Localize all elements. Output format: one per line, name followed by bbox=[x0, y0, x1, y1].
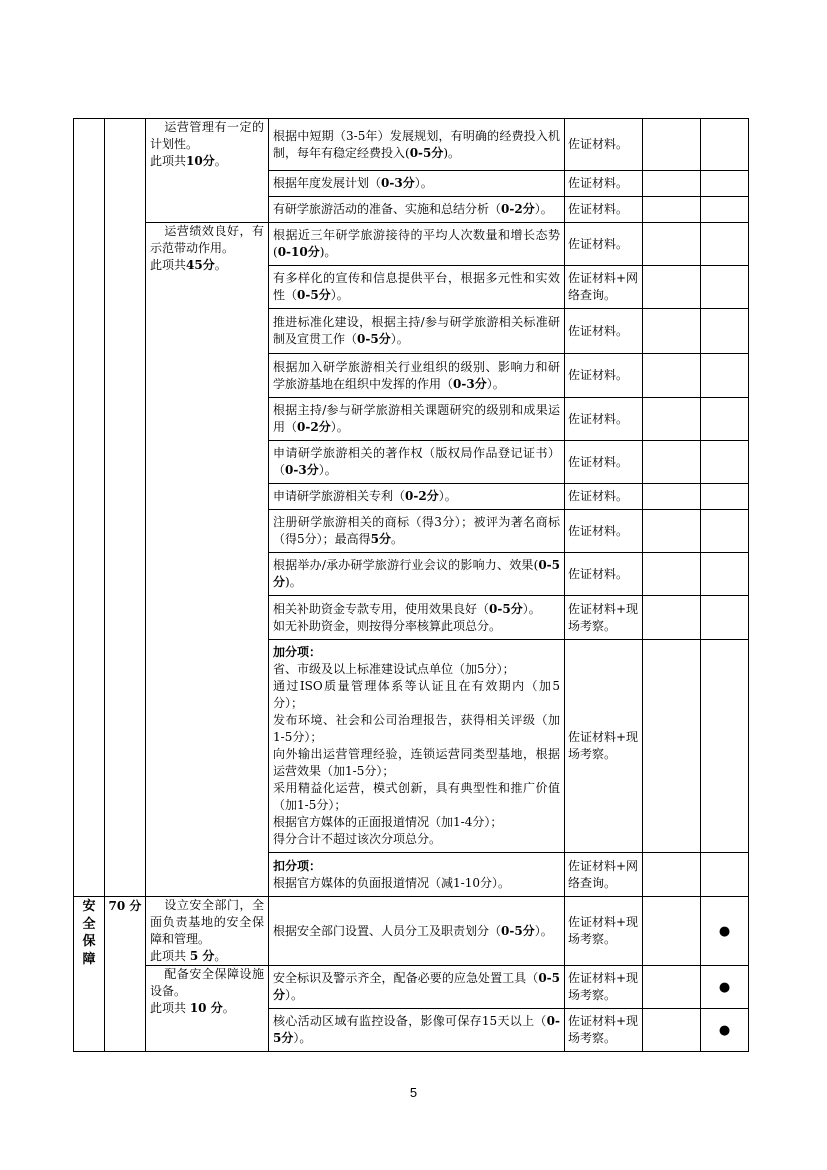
detail-paragraph bbox=[273, 314, 560, 348]
bold-text-segment: 0-2分 bbox=[297, 420, 331, 434]
criterion-subtotal bbox=[150, 257, 264, 274]
detail-paragraph bbox=[273, 488, 560, 505]
text-segment: ）。 bbox=[318, 463, 337, 477]
bold-text-segment: 0-5分 bbox=[297, 288, 331, 302]
detail-cell bbox=[269, 398, 565, 441]
detail-paragraph bbox=[273, 875, 560, 892]
bold-text-segment: 加分项： bbox=[273, 645, 322, 659]
text-segment: 运营绩效良好，有示范带动作用。 bbox=[150, 224, 264, 255]
text-segment: ）。 bbox=[285, 988, 304, 1002]
blank-cell bbox=[643, 119, 701, 171]
text-segment: ）。 bbox=[330, 420, 349, 434]
blank-cell bbox=[643, 1009, 701, 1052]
evidence-cell: 佐证材料。 bbox=[565, 484, 643, 510]
bold-text-segment: 0-3分 bbox=[381, 176, 415, 190]
text-segment: 根据加入研学旅游相关行业组织的级别、影响力和研学旅游基地在组织中发挥的作用（ bbox=[273, 359, 560, 391]
evidence-cell: 佐证材料+网络查询。 bbox=[565, 853, 643, 897]
evidence-cell: 佐证材料。 bbox=[565, 354, 643, 398]
table-row bbox=[74, 897, 749, 966]
criterion-description bbox=[150, 897, 264, 948]
mark-cell bbox=[701, 171, 749, 197]
text-segment: ）。 bbox=[293, 1031, 312, 1045]
bullet-mark: ● bbox=[718, 979, 731, 995]
text-segment: 安全标识及警示齐全，配备必要的应急处置工具（ bbox=[273, 971, 539, 985]
bold-text-segment: 0-10分 bbox=[277, 245, 320, 259]
blank-cell bbox=[643, 853, 701, 897]
text-segment: 相关补助资金专款专用，使用效果良好（ bbox=[273, 601, 490, 616]
section-score-cell bbox=[105, 119, 146, 897]
evidence-cell: 佐证材料。 bbox=[565, 171, 643, 197]
bold-text-segment: 0-5分 bbox=[501, 923, 535, 938]
mark-cell bbox=[701, 596, 749, 640]
detail-paragraph bbox=[273, 780, 560, 814]
criterion-subtotal bbox=[150, 153, 264, 170]
text-segment: 根据举办/承办研学旅游行业会议的影响力、效果( bbox=[273, 558, 539, 572]
detail-paragraph bbox=[273, 557, 560, 591]
text-segment: ）。 bbox=[414, 176, 433, 190]
bold-text-segment: 0-5分 bbox=[409, 145, 444, 160]
bullet-mark: ● bbox=[718, 1022, 731, 1038]
bold-text-segment: 0-5分 bbox=[273, 1014, 560, 1045]
criterion-subtotal bbox=[150, 948, 264, 965]
mark-cell bbox=[701, 853, 749, 897]
detail-cell bbox=[269, 897, 565, 966]
detail-paragraph bbox=[273, 814, 560, 831]
blank-cell bbox=[643, 553, 701, 596]
text-segment: 。 bbox=[214, 154, 227, 168]
detail-paragraph bbox=[273, 858, 560, 875]
detail-paragraph bbox=[273, 359, 560, 393]
evidence-cell: 佐证材料。 bbox=[565, 553, 643, 596]
mark-cell bbox=[701, 197, 749, 223]
mark-cell bbox=[701, 223, 749, 266]
text-segment: )。 bbox=[319, 245, 337, 259]
blank-cell bbox=[643, 640, 701, 853]
text-segment: 有研学旅游活动的准备、实施和总结分析（ bbox=[273, 202, 502, 216]
bullet-mark: ● bbox=[718, 923, 731, 939]
text-segment: ）。 bbox=[522, 601, 541, 616]
bold-text-segment: 10 分 bbox=[189, 1001, 223, 1015]
text-segment: 根据主持/参与研学旅游相关课题研究的级别和成果运用（ bbox=[273, 403, 560, 434]
detail-paragraph bbox=[273, 678, 560, 712]
blank-cell bbox=[643, 171, 701, 197]
blank-cell bbox=[643, 441, 701, 484]
text-segment: 如无补助资金，则按得分率核算此项总分。 bbox=[273, 618, 502, 633]
blank-cell bbox=[643, 398, 701, 441]
detail-cell bbox=[269, 197, 565, 223]
table-row bbox=[74, 223, 749, 266]
text-segment: 申请研学旅游相关专利（ bbox=[273, 489, 406, 503]
detail-cell bbox=[269, 640, 565, 853]
detail-paragraph bbox=[273, 270, 560, 304]
bold-text-segment: 0-5分 bbox=[489, 601, 523, 616]
detail-paragraph bbox=[273, 618, 560, 635]
evidence-cell: 佐证材料。 bbox=[565, 309, 643, 354]
detail-paragraph bbox=[273, 402, 560, 436]
criterion-description bbox=[150, 223, 264, 257]
detail-cell bbox=[269, 1009, 565, 1052]
criterion-subtotal bbox=[150, 1000, 264, 1017]
evidence-cell: 佐证材料。 bbox=[565, 398, 643, 441]
text-segment: 。 bbox=[391, 532, 404, 546]
criterion-description bbox=[150, 966, 264, 1000]
text-segment: ）。 bbox=[438, 489, 457, 503]
text-segment: ）。 bbox=[486, 376, 505, 391]
evidence-cell: 佐证材料+网络查询。 bbox=[565, 266, 643, 309]
evidence-cell: 佐证材料+现场考察。 bbox=[565, 897, 643, 966]
text-segment: ）。 bbox=[390, 332, 409, 346]
section-name-cell bbox=[74, 897, 105, 1052]
text-segment: 设立安全部门，全面负责基地的安全保障和管理。 bbox=[150, 898, 264, 946]
blank-cell bbox=[643, 354, 701, 398]
text-segment: 根据官方媒体的负面报道情况（减1-10分）。 bbox=[273, 875, 510, 890]
evidence-cell: 佐证材料。 bbox=[565, 197, 643, 223]
blank-cell bbox=[643, 266, 701, 309]
bold-text-segment: 0-5分 bbox=[273, 971, 560, 1002]
detail-paragraph bbox=[273, 445, 560, 479]
bold-text-segment: 10分 bbox=[186, 154, 215, 168]
criterion-cell bbox=[146, 223, 269, 897]
text-segment: 此项共 bbox=[150, 154, 187, 168]
detail-paragraph bbox=[273, 1013, 560, 1047]
evidence-cell: 佐证材料。 bbox=[565, 441, 643, 484]
detail-paragraph bbox=[273, 644, 560, 661]
evidence-cell: 佐证材料+现场考察。 bbox=[565, 640, 643, 853]
blank-cell bbox=[643, 309, 701, 354]
blank-cell bbox=[643, 596, 701, 640]
detail-paragraph bbox=[273, 201, 560, 218]
detail-cell bbox=[269, 266, 565, 309]
text-segment: 根据安全部门设置、人员分工及职责划分（ bbox=[273, 923, 502, 938]
bold-text-segment: 0-2分 bbox=[501, 202, 535, 216]
text-segment: 得分合计不超过该次分项总分。 bbox=[273, 832, 442, 846]
mark-cell bbox=[701, 309, 749, 354]
text-segment: 。 bbox=[214, 949, 227, 963]
detail-paragraph bbox=[273, 746, 560, 780]
bold-text-segment: 0-3分 bbox=[453, 376, 487, 391]
evidence-cell: 佐证材料+现场考察。 bbox=[565, 1009, 643, 1052]
detail-paragraph bbox=[273, 227, 560, 261]
evaluation-table bbox=[73, 118, 749, 1052]
text-segment: ）。 bbox=[534, 923, 553, 938]
text-segment: 采用精益化运营，模式创新，具有典型性和推广价值（加1-5分）； bbox=[273, 781, 560, 812]
mark-cell bbox=[701, 553, 749, 596]
text-segment: 。 bbox=[214, 258, 227, 272]
text-segment: 配备安全保障设施设备。 bbox=[150, 967, 264, 998]
text-segment: 核心活动区域有监控设备，影像可保存15天以上（ bbox=[273, 1014, 547, 1028]
text-segment: 推进标准化建设，根据主持/参与研学旅游相关标准研制及宣贯工作（ bbox=[273, 315, 560, 346]
detail-cell bbox=[269, 119, 565, 171]
mark-cell bbox=[701, 640, 749, 853]
detail-cell bbox=[269, 171, 565, 197]
page-number: 5 bbox=[409, 1085, 418, 1100]
criterion-cell bbox=[146, 897, 269, 966]
text-segment: 运营管理有一定的计划性。 bbox=[150, 120, 264, 151]
text-segment: 发布环境、社会和公司治理报告，获得相关评级（加1-5分）； bbox=[273, 713, 560, 744]
section-score: 70 分 bbox=[108, 899, 142, 913]
evidence-cell: 佐证材料。 bbox=[565, 223, 643, 266]
evidence-cell: 佐证材料+现场考察。 bbox=[565, 966, 643, 1009]
bold-text-segment: 0-3分 bbox=[285, 463, 319, 477]
detail-cell bbox=[269, 510, 565, 553]
mark-cell bbox=[701, 354, 749, 398]
criterion-cell bbox=[146, 119, 269, 223]
detail-cell bbox=[269, 484, 565, 510]
section-name-cell bbox=[74, 119, 105, 897]
text-segment: 有多样化的宣传和信息提供平台，根据多元性和实效性（ bbox=[273, 271, 560, 302]
detail-cell bbox=[269, 354, 565, 398]
mark-cell bbox=[701, 1009, 749, 1052]
text-segment: 根据中短期（3-5年）发展规划，有明确的经费投入机制，每年有稳定经费投入( bbox=[273, 128, 560, 160]
text-segment: )。 bbox=[443, 145, 461, 160]
text-segment: 根据近三年研学旅游接待的平均人次数量和增长态势( bbox=[273, 228, 560, 259]
text-segment: 省、市级及以上标准建设试点单位（加5分）； bbox=[273, 662, 515, 676]
evidence-cell: 佐证材料+现场考察。 bbox=[565, 596, 643, 640]
blank-cell bbox=[643, 510, 701, 553]
detail-cell bbox=[269, 553, 565, 596]
text-segment: 通过ISO质量管理体系等认证且在有效期内（加5分）； bbox=[273, 679, 560, 710]
detail-paragraph bbox=[273, 712, 560, 746]
detail-cell bbox=[269, 966, 565, 1009]
mark-cell bbox=[701, 966, 749, 1009]
detail-cell bbox=[269, 441, 565, 484]
detail-paragraph bbox=[273, 128, 560, 162]
text-segment: 此项共 bbox=[150, 949, 190, 963]
mark-cell bbox=[701, 266, 749, 309]
mark-cell bbox=[701, 398, 749, 441]
detail-paragraph bbox=[273, 601, 560, 618]
detail-cell bbox=[269, 223, 565, 266]
bold-text-segment: 0-5分 bbox=[273, 558, 560, 589]
text-segment: 注册研学旅游相关的商标（得3分）；被评为著名商标（得5分）；最高得 bbox=[273, 515, 560, 546]
blank-cell bbox=[643, 484, 701, 510]
evaluation-table-body bbox=[74, 119, 749, 1052]
bold-text-segment: 5分 bbox=[370, 532, 391, 546]
table-row bbox=[74, 966, 749, 1009]
text-segment: 。 bbox=[222, 1001, 235, 1015]
detail-paragraph bbox=[273, 831, 560, 848]
text-segment: 此项共 bbox=[150, 1001, 190, 1015]
bold-text-segment: 扣分项： bbox=[273, 858, 322, 873]
detail-paragraph bbox=[273, 514, 560, 548]
mark-cell bbox=[701, 897, 749, 966]
blank-cell bbox=[643, 966, 701, 1009]
criterion-cell bbox=[146, 966, 269, 1052]
detail-paragraph bbox=[273, 175, 560, 192]
detail-paragraph bbox=[273, 970, 560, 1004]
text-segment: 向外输出运营管理经验，连锁运营同类型基地，根据运营效果（加1-5分）； bbox=[273, 747, 560, 778]
text-segment: 根据年度发展计划（ bbox=[273, 176, 382, 190]
evidence-cell: 佐证材料。 bbox=[565, 119, 643, 171]
text-segment: 此项共 bbox=[150, 258, 187, 272]
mark-cell bbox=[701, 510, 749, 553]
mark-cell bbox=[701, 119, 749, 171]
detail-cell bbox=[269, 853, 565, 897]
detail-cell bbox=[269, 309, 565, 354]
section-name: 安全保障 bbox=[82, 899, 96, 967]
text-segment: ）。 bbox=[534, 202, 553, 216]
mark-cell bbox=[701, 441, 749, 484]
bold-text-segment: 0-5分 bbox=[357, 332, 391, 346]
text-segment: 申请研学旅游相关的著作权（版权局作品登记证书）（ bbox=[273, 446, 560, 477]
detail-paragraph bbox=[273, 661, 560, 678]
detail-paragraph bbox=[273, 923, 560, 940]
text-segment: )。 bbox=[285, 575, 302, 589]
bold-text-segment: 5 分 bbox=[189, 949, 215, 963]
bold-text-segment: 45分 bbox=[186, 258, 215, 272]
criterion-description bbox=[150, 119, 264, 153]
text-segment: ）。 bbox=[330, 288, 349, 302]
blank-cell bbox=[643, 897, 701, 966]
blank-cell bbox=[643, 197, 701, 223]
bold-text-segment: 0-2分 bbox=[405, 489, 439, 503]
mark-cell bbox=[701, 484, 749, 510]
section-score-cell bbox=[105, 897, 146, 1052]
evidence-cell: 佐证材料。 bbox=[565, 510, 643, 553]
text-segment: 根据官方媒体的正面报道情况（加1-4分）； bbox=[273, 815, 503, 829]
table-row bbox=[74, 119, 749, 171]
detail-cell bbox=[269, 596, 565, 640]
blank-cell bbox=[643, 223, 701, 266]
